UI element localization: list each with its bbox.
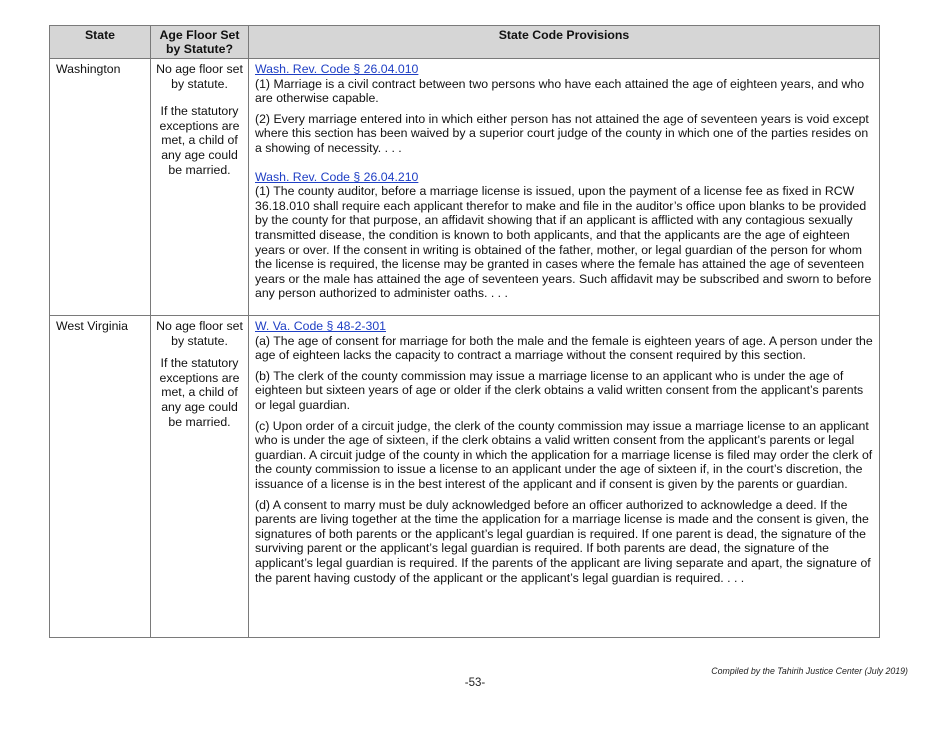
provision-paragraph: (2) Every marriage entered into in which either person has not attained the age of seventeen years is void except where this section has been waived by a superior court judge of the county in which one of the parties resides on a showing of necessity. . . .	[255, 111, 869, 155]
header-provisions: State Code Provisions	[249, 26, 880, 59]
age-floor-exception: If the statutory exceptions are met, a child of any age could be married.	[159, 356, 240, 429]
age-floor-exception: If the statutory exceptions are met, a child of any age could be married.	[159, 104, 240, 177]
provision-section	[255, 319, 873, 585]
provisions-cell	[249, 59, 880, 316]
page-number: -53-	[464, 677, 486, 689]
age-floor-text: No age floor set by statute.	[156, 62, 243, 91]
table-row-west-virginia	[50, 316, 880, 638]
citation-link[interactable]: W. Va. Code § 48-2-301	[255, 319, 387, 333]
header-state: State	[50, 26, 151, 59]
table-row-washington	[50, 59, 880, 316]
provision-paragraph: (1) Marriage is a civil contract between two persons who have each attained the age of eighteen years, and who are otherwise capable.	[255, 76, 865, 106]
age-floor-cell	[151, 316, 249, 638]
provision-paragraph: (d) A consent to marry must be duly acknowledged before an officer authorized to acknowledge a deed. If the parents are living together at the time the application for a marriage license is made and the consent is given, the signatures of both parents or the applicant’s legal guardian is required. If one parent is dead, the signature of the surviving parent or the applicant’s legal guardian is required. If both parents are dead, the signature of the applicant’s legal guardian is required. If the parents of the applicant are living separate and apart, the signature of the parent having custody of the applicant or the applicant’s legal guardian is required. . . .	[255, 497, 871, 585]
citation-link[interactable]: Wash. Rev. Code § 26.04.210	[255, 169, 419, 184]
citation-link[interactable]: Wash. Rev. Code § 26.04.010	[255, 62, 419, 76]
provision-paragraph: (a) The age of consent for marriage for both the male and the female is eighteen years of age. A person under the age of eighteen lacks the capacity to contract a marriage without the consent required by this section.	[255, 333, 873, 363]
age-floor-text: No age floor set by statute.	[156, 319, 243, 348]
state-name: West Virginia	[50, 316, 151, 638]
provision-paragraph: (b) The clerk of the county commission may issue a marriage license to an applicant who is under the age of eighteen but sixteen years of age or older if the clerk obtains a valid written consent from the applicant’s parents or legal guardian.	[255, 368, 864, 412]
header-age-floor: Age Floor Set by Statute?	[151, 26, 249, 59]
table-header-row	[50, 26, 880, 59]
provision-paragraph: (c) Upon order of a circuit judge, the clerk of the county commission may issue a marriage license to an applicant who is under the age of sixteen, if the clerk obtains a valid written consent from the applicant’s parents or legal guardian. A circuit judge of the county in which the application for a marriage license is filed may order the clerk of the county commission to issue a license to an applicant under the age of sixteen if, in the court’s discretion, the issuance of a license is in the best interest of the applicant and if consent is given by the parents or guardian.	[255, 418, 873, 491]
provision-section	[255, 62, 873, 156]
footer-credit: Compiled by the Tahirih Justice Center (July 2019)	[711, 666, 908, 676]
statutes-table	[49, 25, 880, 638]
provisions-cell	[249, 316, 880, 638]
state-name: Washington	[50, 59, 151, 316]
provision-section	[255, 170, 873, 301]
age-floor-cell	[151, 59, 249, 316]
provision-paragraph: (1) The county auditor, before a marriage license is issued, upon the payment of a license fee as fixed in RCW 36.18.010 shall require each applicant therefor to make and file in the auditor’s office upon blanks to be provided by the county for that purpose, an affidavit showing that if an applicant is afflicted with any contagious sexually transmitted disease, the condition is known to both applicants, and that the applicants are the age of eighteen years or over. If the consent in writing is obtained of the father, mother, or legal guardian of the person for whom the license is required, the license may be granted in cases where the female has attained the age of seventeen years or the male has attained the age of seventeen years. Such affidavit may be subscribed and sworn to before any person authorized to administer oaths. . . .	[255, 184, 872, 301]
